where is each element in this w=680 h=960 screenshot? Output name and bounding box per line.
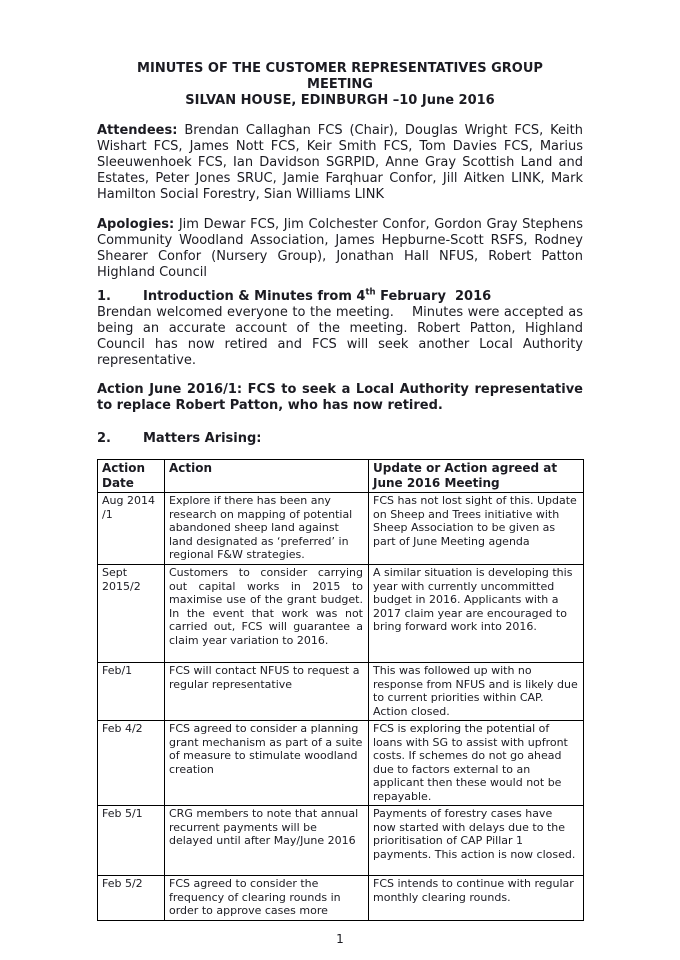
section-1-body: Brendan welcomed everyone to the meeting. Minutes were accepted as being an accurate account of the meeting. Robert Patton, Highland Council has now retired and FCS will seek another Local Authority representative. (97, 305, 588, 368)
matters-arising-table (97, 459, 584, 921)
section-2-heading (97, 431, 583, 447)
cell-action: CRG members to note that annual recurrent payments will be delayed until after May/June 2016 (165, 806, 369, 876)
cell-action: Customers to consider carrying out capital works in 2015 to maximise use of the grant budget. In the event that work was not carried out, FCS will guarantee a claim year variation to 2016. (165, 565, 369, 663)
section-2-number: 2. (97, 431, 111, 446)
cell-update: FCS has not lost sight of this. Update on Sheep and Trees initiative with Sheep Association to be given as part of June Meeting agenda (369, 493, 584, 565)
cell-action-date: Feb 5/2 (98, 876, 165, 921)
title-line-1: MINUTES OF THE CUSTOMER REPRESENTATIVES GROUP (137, 61, 543, 76)
table-row (98, 493, 584, 565)
table-row (98, 806, 584, 876)
cell-update: A similar situation is developing this year with currently uncommitted budget in 2016. Applicants with a 2017 claim year are encouraged to bring forward work into 2016. (369, 565, 584, 663)
action-note: Action June 2016/1: FCS to seek a Local Authority representative to replace Robert Patton, who has now retired. (97, 382, 583, 413)
cell-action-date: Aug 2014 /1 (98, 493, 165, 565)
section-1-heading (97, 289, 583, 305)
cell-update: FCS is exploring the potential of loans with SG to assist with upfront costs. If schemes do not go ahead due to factors external to an applicant then these would not be repayable. (369, 721, 584, 806)
page-number: 1 (336, 931, 344, 946)
attendees-paragraph (97, 123, 583, 203)
cell-action-date: Sept 2015/2 (98, 565, 165, 663)
table-row (98, 876, 584, 921)
col-header-action: Action (165, 460, 369, 493)
attendees-label: Attendees: (97, 123, 178, 138)
table-row (98, 663, 584, 721)
section-1-number: 1. (97, 289, 111, 304)
page-title (97, 61, 583, 109)
section-1-title-post: February 2016 (375, 289, 492, 304)
cell-action: FCS agreed to consider the frequency of clearing rounds in order to approve cases more (165, 876, 369, 921)
col-header-action-date: Action Date (98, 460, 165, 493)
table-header-row (98, 460, 584, 493)
section-2-title: Matters Arising: (143, 431, 262, 446)
cell-update: Payments of forestry cases have now started with delays due to the prioritisation of CAP Pillar 1 payments. This action is now closed. (369, 806, 584, 876)
attendees-text: Brendan Callaghan FCS (Chair), Douglas Wright FCS, Keith Wishart FCS, James Nott FCS, Keir Smith FCS, Tom Davies FCS, Marius Sleeuwenhoek FCS, Ian Davidson SGRPID, Anne Gray Scottish Land and Estates, Peter Jones SRUC, Jamie Farqhuar Confor, Jill Aitken LINK, Mark Hamilton Social Forestry, Sian Williams LINK (97, 123, 583, 202)
col-header-update: Update or Action agreed at June 2016 Meeting (369, 460, 584, 493)
ordinal-suffix: th (365, 287, 376, 298)
title-line-3: SILVAN HOUSE, EDINBURGH –10 June 2016 (185, 93, 495, 108)
apologies-text: Jim Dewar FCS, Jim Colchester Confor, Gordon Gray Stephens Community Woodland Association, James Hepburne-Scott RSFS, Rodney Shearer Confor (Nursery Group), Jonathan Hall NFUS, Robert Patton Highland Council (97, 217, 584, 280)
apologies-paragraph (97, 217, 583, 281)
section-1-title-pre: Introduction & Minutes from 4 (143, 289, 366, 304)
apologies-label: Apologies: (97, 217, 175, 232)
cell-action: FCS will contact NFUS to request a regular representative (165, 663, 369, 721)
cell-action: Explore if there has been any research on mapping of potential abandoned sheep land against land designated as ‘preferred’ in regional F&W strategies. (165, 493, 369, 565)
section-1-title (143, 289, 491, 305)
title-line-2: MEETING (307, 77, 373, 92)
cell-action: FCS agreed to consider a planning grant mechanism as part of a suite of measure to stimulate woodland creation (165, 721, 369, 806)
table-row (98, 565, 584, 663)
cell-update: FCS intends to continue with regular monthly clearing rounds. (369, 876, 584, 921)
cell-update: This was followed up with no response from NFUS and is likely due to current priorities within CAP. Action closed. (369, 663, 584, 721)
table-row (98, 721, 584, 806)
cell-action-date: Feb 4/2 (98, 721, 165, 806)
cell-action-date: Feb/1 (98, 663, 165, 721)
document-page (97, 0, 588, 947)
cell-action-date: Feb 5/1 (98, 806, 165, 876)
